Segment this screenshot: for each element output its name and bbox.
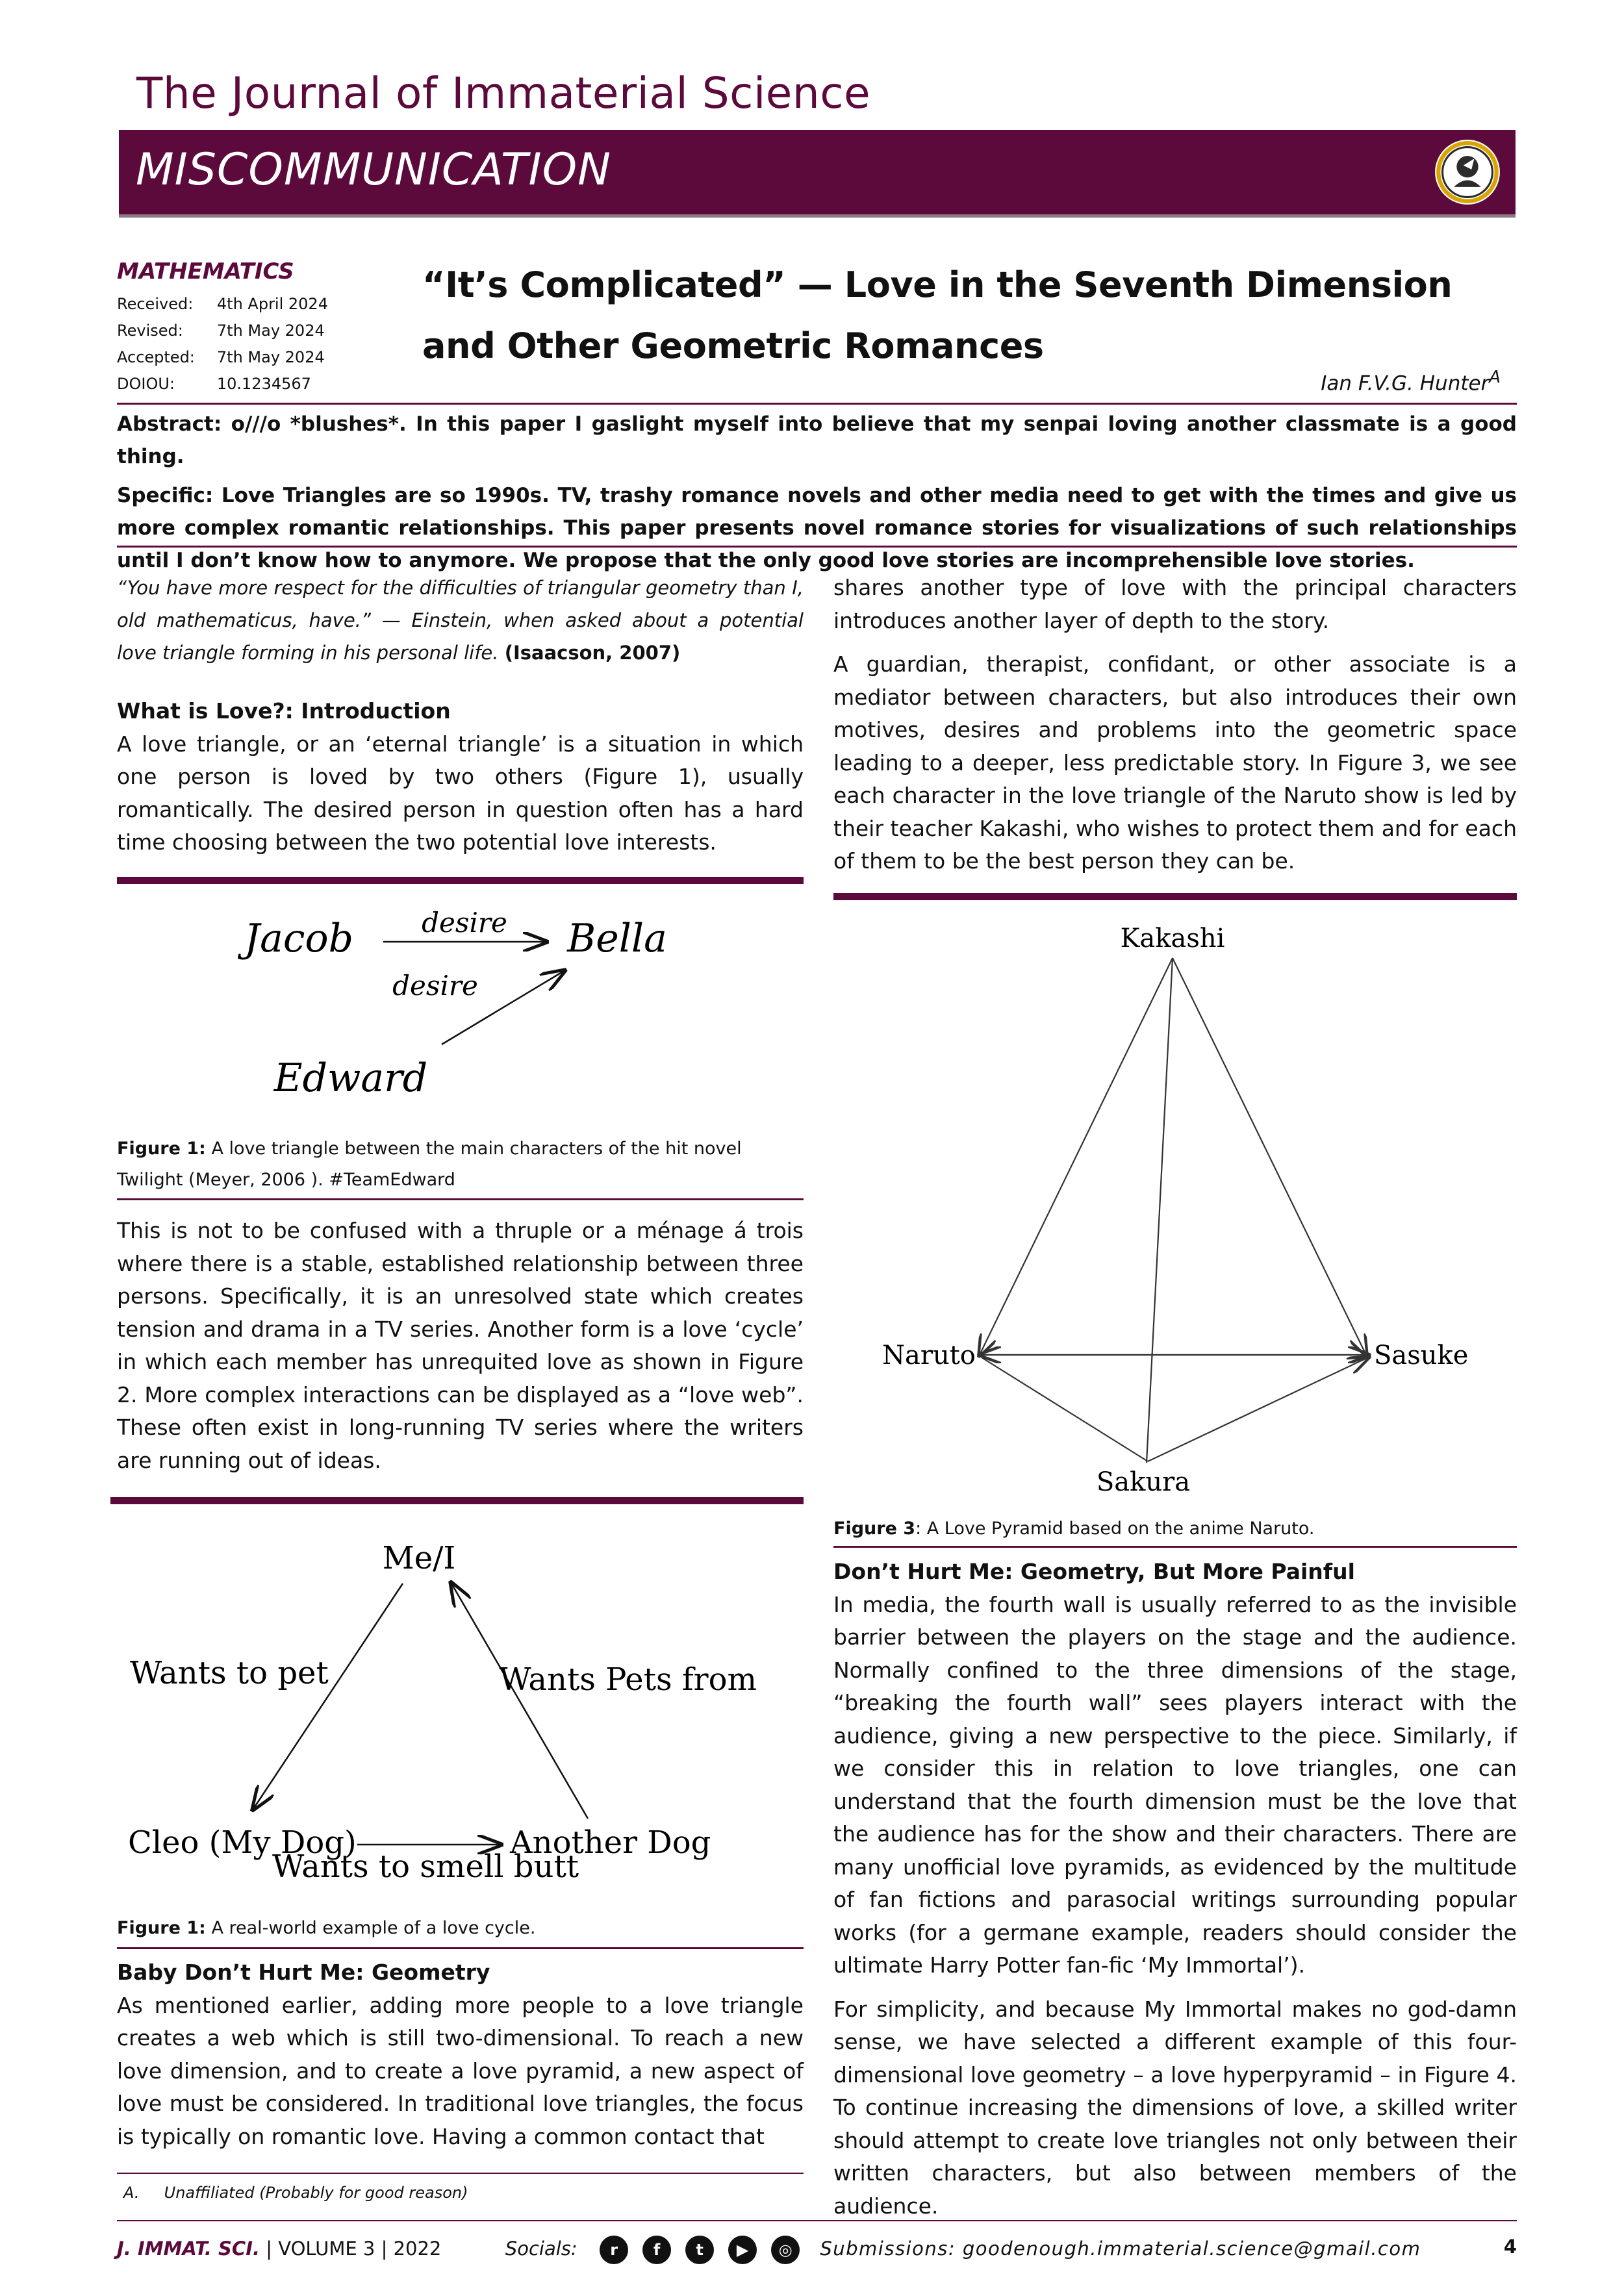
left-column-geometry [117,1956,804,2164]
edge-another-me [451,1583,588,1819]
figure-rule [117,877,804,884]
node-naruto: Naruto [882,1341,976,1370]
article-dates [117,291,350,397]
section-banner [119,130,1516,218]
left-column-continued [117,1215,804,1488]
epigraph: “You have more respect for the difficulties of triangular geometry than I, old mathematicus, have.” — Einstein, when asked about a potential love triangle forming in his personal life. (Isaacson, 2007) [117,577,804,664]
date-value: 10.1234567 [216,375,311,393]
divider [117,403,1517,405]
edge-naruto-sakura [982,1357,1148,1461]
node-sasuke: Sasuke [1374,1341,1469,1370]
footer-socials-label: Socials: [505,2238,577,2260]
node-me: Me/I [382,1540,456,1576]
footnote-mark: A. [123,2184,140,2202]
edge-label-top: desire [422,907,507,939]
hyperpyramid-paragraph: For simplicity, and because My Immortal makes no god-damn sense, we have selected a different example of this four-dimensional love geometry – a love hyperpyramid – in Figure 4. To continue increasing the dimensions of love, a skilled writer should attempt to create love triangles not only between their written characters, but also between members of the audience. [833,1996,1517,2219]
footer-journal-abbrev: J. IMMAT. SCI. [117,2238,260,2260]
footnote [123,2184,468,2202]
section-heading-introduction: What is Love?: Introduction [117,698,451,724]
figure2-caption-text: A real-world example of a love cycle. [211,1918,536,1938]
figure2-diagram [117,1513,804,1903]
footer-submissions[interactable]: Submissions: goodenough.immaterial.science@gmail.com [820,2238,1421,2260]
node-cleo: Cleo (My Dog) [128,1824,357,1861]
edge-label-diag: desire [392,970,478,1002]
facebook-icon[interactable]: f [642,2236,671,2264]
abstract [117,408,1517,583]
paragraph-thruple: This is not to be confused with a thruple or a ménage á trois where there is a stable, established relationship between three persons. Specifically, it is an unresolved state which creates tension and drama in a TV series. Another form is a love ‘cycle’ in which each member has unrequited love as shown in Figure 2. More complex interactions can be displayed as a “love web”. These often exist in long-running TV series where the writers are running out of ideas. [117,1218,804,1473]
footer-divider [117,2220,1517,2221]
date-label: Received: [117,295,194,313]
figure1-caption [117,1133,804,1196]
edge-kakashi-sakura [1147,958,1173,1463]
node-another-dog: Another Dog [510,1824,711,1861]
reddit-icon[interactable]: r [600,2236,628,2264]
node-jacob: Jacob [244,916,353,961]
figure3-caption-label: Figure 3 [833,1519,916,1539]
date-value: 7th May 2024 [216,348,325,366]
edge-kakashi-naruto [980,958,1173,1355]
geometry-paragraph: As mentioned earlier, adding more people to a love triangle creates a web which is still two-dimensional. To reach a new love dimension, and to create a love pyramid, a new aspect of love must be considered. In traditional love triangles, the focus is typically on romantic love. Having a common contact that [117,1992,804,2149]
figure3-diagram [833,909,1517,1510]
edge-sakura-sasuke [1148,1357,1368,1461]
divider [117,1947,804,1949]
divider [117,546,1517,548]
instagram-icon[interactable]: ◎ [771,2236,800,2264]
paper-title: “It’s Complicated” — Love in the Seventh Dimension and Other Geometric Romances [422,264,1453,366]
section-heading-geometry: Baby Don’t Hurt Me: Geometry [117,1960,490,1985]
edge-kakashi-sasuke [1173,958,1366,1355]
date-value: 4th April 2024 [216,295,328,313]
footer [117,2236,1517,2264]
date-label: Revised: [117,322,183,340]
epigraph-citation: (Isaacson, 2007) [504,642,681,664]
figure-rule [110,1497,804,1504]
page-number: 4 [1503,2236,1517,2258]
date-value: 7th May 2024 [216,322,325,340]
abstract-text: Abstract: o///o *blushes*. In this paper I gaslight myself into believe that my senpai loving another classmate is a good thing. [117,412,1517,468]
author-name: Ian F.V.G. Hunter [1321,372,1490,396]
paragraph-guardian: A guardian, therapist, confidant, or other associate is a mediator between characters, but also introduces their own motives, desires and problems into the geometric space leading to a deeper, less predictable story. In Figure 3, we see each character in the love triangle of the Naruto show is led by their teacher Kakashi, who wishes to protect them and for each of them to be the best person they can be. [833,651,1517,874]
author [1321,368,1501,395]
fourth-wall-paragraph: In media, the fourth wall is usually referred to as the invisible barrier between the players on the stage and the audience. Normally confined to the three dimensions of the stage, “breaking the fourth wall” sees players interact with the audience, giving a new perspective to the piece. Similarly, if we consider this in relation to love triangles, one can understand that the fourth dimension must be the love that the audience has for the show and their characters. There are many unofficial love pyramids, as evidenced by the multitude of fan fictions and parasocial writings surrounding popular works (for a germane example, readers should consider the ultimate Harry Potter fan-fic ‘My Immortal’). [833,1591,1517,1978]
section-heading-fourth-dimension: Don’t Hurt Me: Geometry, But More Painful [833,1559,1355,1584]
youtube-icon[interactable]: ▶ [728,2236,757,2264]
right-column [833,572,1517,889]
intro-paragraph: A love triangle, or an ‘eternal triangle’ is a situation in which one person is loved by two others (Figure 1), usually romantically. The desired person in question often has a hard time choosing between the two potential love interests. [117,731,804,855]
subject-label: MATHEMATICS [117,259,294,284]
node-bella: Bella [567,916,667,961]
paragraph-shares: shares another type of love with the principal characters introduces another layer of depth to the story. [833,575,1517,633]
edge-me-cleo [253,1583,403,1809]
figure1-caption-text: A love triangle between the main characters of the hit novel Twilight (Meyer, 2006 ). #TeamEdward [117,1139,742,1190]
edge-label-left: Wants to pet [130,1655,329,1691]
footer-volume: | VOLUME 3 | 2022 [266,2238,442,2260]
journal-title: The Journal of Immaterial Science [136,68,871,118]
node-edward: Edward [273,1055,428,1101]
twitter-icon[interactable]: t [685,2236,714,2264]
figure3-caption-text: : A Love Pyramid based on the anime Naruto. [915,1519,1315,1539]
edge-label-right: Wants Pets from [499,1661,757,1698]
figure2-caption [117,1913,804,1944]
journal-logo-icon [1434,138,1501,206]
right-column-continued [833,1556,1517,2234]
node-sakura: Sakura [1096,1467,1191,1497]
author-affiliation-mark: A [1489,368,1501,387]
abstract-specific: Specific: Love Triangles are so 1990s. TV, trashy romance novels and other media need to get with the times and give us more complex romantic relationships. This paper presents novel romance stories for visualizations of such relationships until I don’t know how to anymore. We propose that the only good love stories are incomprehensible love stories. [117,484,1517,572]
footnote-divider [117,2173,804,2174]
figure1-caption-label: Figure 1: [117,1139,206,1159]
section-banner-label: MISCOMMUNICATION [136,144,611,196]
figure-rule [833,893,1517,900]
footnote-text: Unaffiliated (Probably for good reason) [164,2184,468,2202]
figure1-diagram [117,896,804,1124]
divider [833,1546,1517,1548]
date-label: Accepted: [117,348,195,366]
edge-label-bottom: Wants to smell butt [272,1848,579,1885]
node-kakashi: Kakashi [1120,924,1225,953]
date-label: DOIOU: [117,375,175,393]
figure3-caption [833,1513,1517,1545]
left-column [117,572,804,870]
figure2-caption-label: Figure 1: [117,1918,206,1938]
divider [117,1198,804,1200]
